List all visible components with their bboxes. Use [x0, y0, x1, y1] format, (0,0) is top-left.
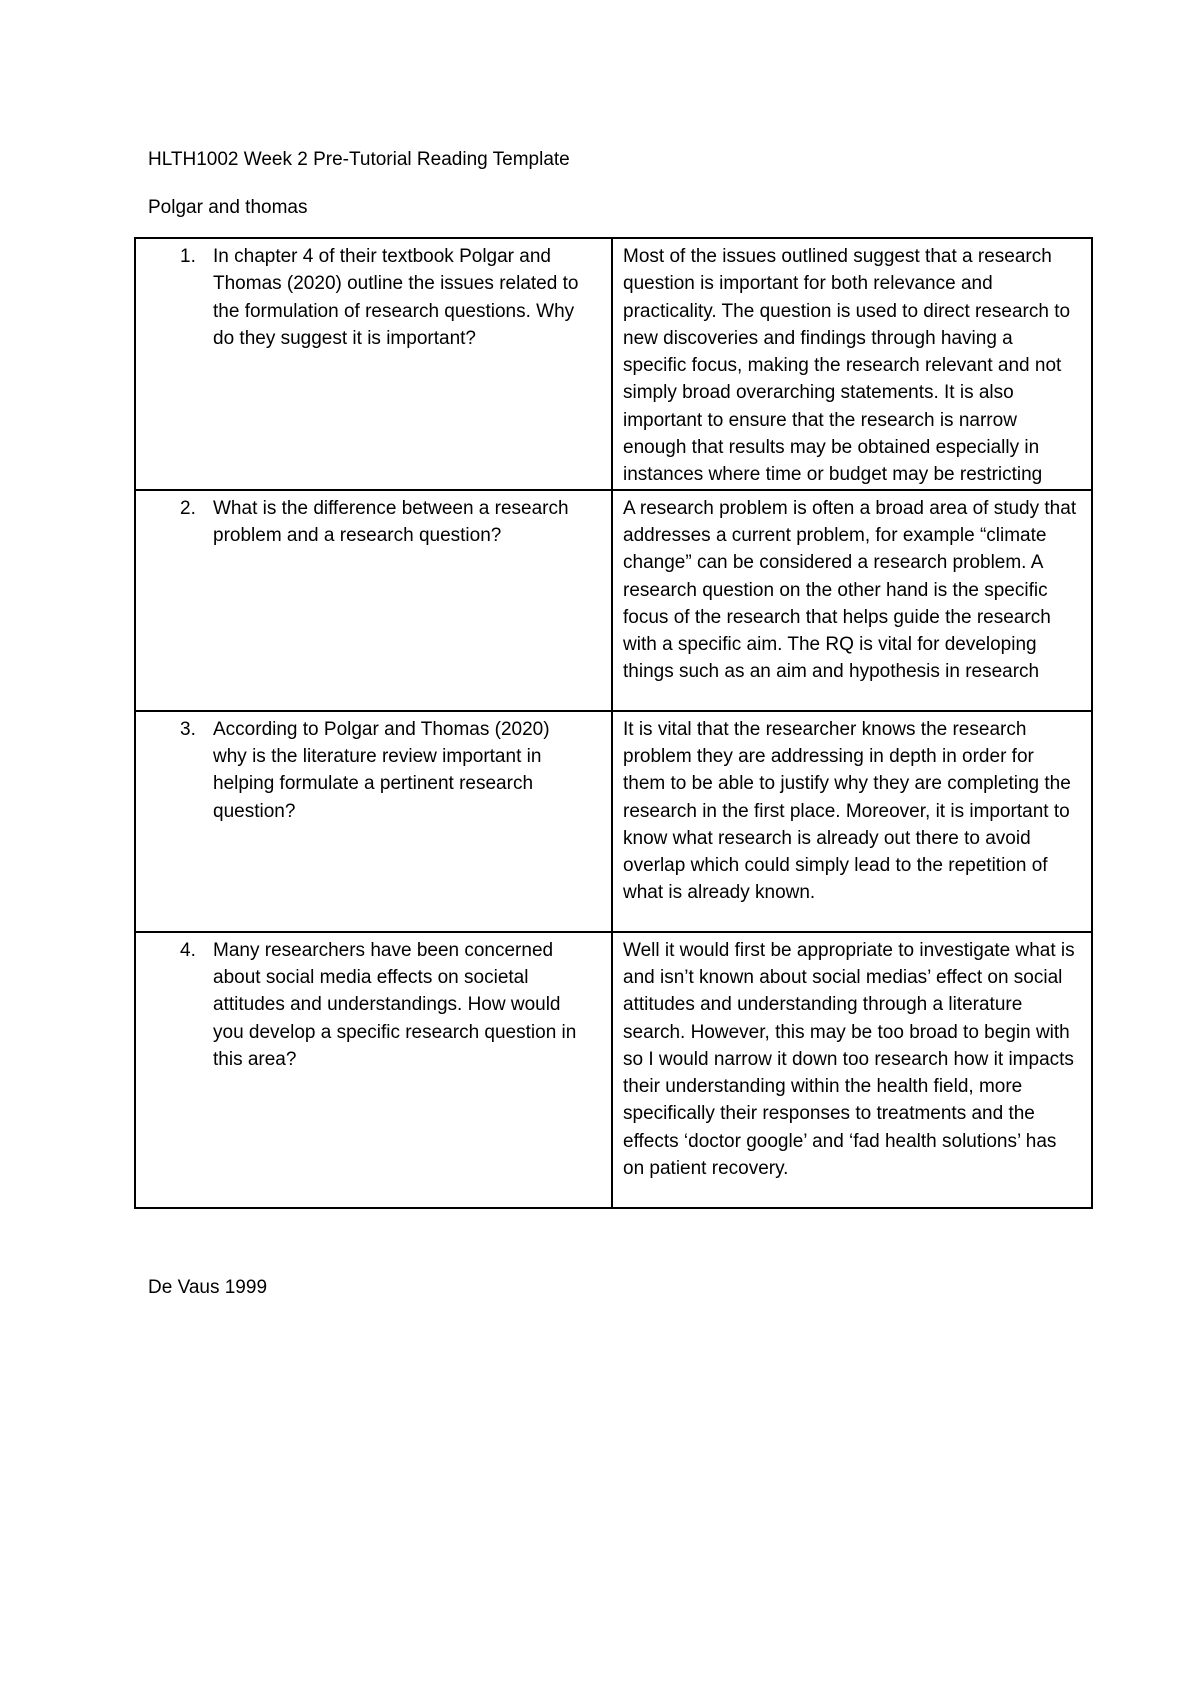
question-text: What is the difference between a research problem and a research question?: [213, 497, 569, 546]
page-title: HLTH1002 Week 2 Pre-Tutorial Reading Template: [148, 149, 570, 170]
question-number: 3.: [180, 718, 196, 740]
question-text: According to Polgar and Thomas (2020) why is the literature review important in helping formulate a pertinent research question?: [213, 718, 550, 822]
question-text: In chapter 4 of their textbook Polgar and Thomas (2020) outline the issues related to the formulation of research questions. Why do they suggest it is important?: [213, 246, 579, 349]
table-row: [135, 711, 1092, 932]
footer-reference: De Vaus 1999: [148, 1277, 268, 1298]
question-number: 1.: [180, 246, 196, 267]
reading-table: [134, 237, 1093, 1209]
table-row: [135, 490, 1092, 711]
question-number: 4.: [180, 939, 196, 961]
answer-text: Well it would first be appropriate to investigate what is and isn’t known about social medias’ effect on social attitudes and understanding through a literature search. However, this may be too broad to begin with so I would narrow it down too research how it impacts their understanding within the health field, more specifically their responses to treatments and the effects ‘doctor google’ and ‘fad health solutions’ has on patient recovery.: [623, 939, 1075, 1180]
answer-text: A research problem is often a broad area of study that addresses a current problem, for example “climate change” can be considered a research problem. A research question on the other hand is the specific focus of the research that helps guide the research with a specific aim. The RQ is vital for developing things such as an aim and hypothesis in research: [623, 497, 1077, 683]
answer-text: It is vital that the researcher knows the research problem they are addressing in depth in order for them to be able to justify why they are completing the research in the first place. Moreover, it is important to know what research is already out there to avoid overlap which could simply lead to the repetition of what is already known.: [623, 718, 1071, 904]
answer-cell: [612, 490, 1092, 711]
answer-cell: [612, 711, 1092, 932]
table-row: [135, 932, 1092, 1208]
section-label: Polgar and thomas: [148, 197, 308, 218]
question-number: 2.: [180, 497, 196, 519]
table-row: [135, 238, 1092, 490]
question-cell: [135, 238, 612, 490]
answer-text: Most of the issues outlined suggest that a research question is important for both relevance and practicality. The question is used to direct research to new discoveries and findings through having a specific focus, making the research relevant and not simply broad overarching statements. It is also important to ensure that the research is narrow enough that results may be obtained especially in instances where time or budget may be restricting: [623, 246, 1071, 486]
question-text: Many researchers have been concerned about social media effects on societal attitudes and understandings. How would you develop a specific research question in this area?: [213, 939, 577, 1070]
question-cell: [135, 490, 612, 711]
question-cell: [135, 711, 612, 932]
answer-cell: [612, 932, 1092, 1208]
answer-cell: [612, 238, 1092, 490]
question-cell: [135, 932, 612, 1208]
